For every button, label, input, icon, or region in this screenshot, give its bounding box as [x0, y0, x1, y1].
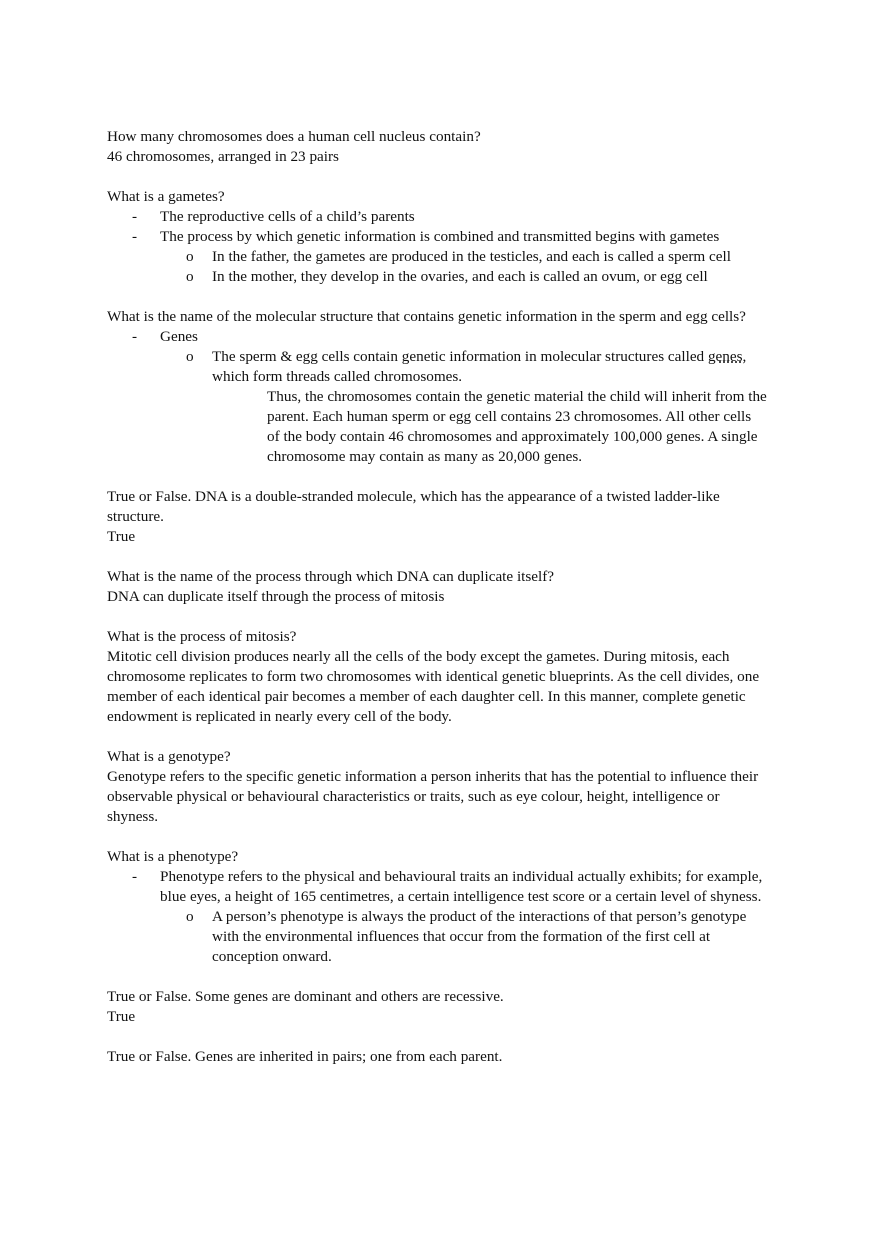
document-body: [107, 127, 767, 1067]
question-4: True or False. DNA is a double-stranded molecule, which has the appearance of a twisted ladder-like structure.: [107, 488, 720, 525]
dash-bullet: -: [132, 208, 138, 225]
answer-4: True: [107, 528, 136, 545]
question-9: True or False. Some genes are dominant and others are recessive.: [107, 988, 504, 1005]
list-item: - The reproductive cells of a child’s parents: [132, 208, 415, 225]
question-6: What is the process of mitosis?: [107, 628, 297, 645]
answer-6: Mitotic cell division produces nearly all the cells of the body except the gametes. During mitosis, each chromosome replicates to form two chromosomes with identical genetic blueprints. As the cell divides, one member of each identical pair becomes a member of each daughter cell. In this manner, complete genetic endowment is replicated in nearly every cell of the body.: [107, 648, 760, 725]
answer-1: 46 chromosomes, arranged in 23 pairs: [107, 148, 339, 165]
question-10: True or False. Genes are inherited in pairs; one from each parent.: [107, 1048, 503, 1065]
answer-5: DNA can duplicate itself through the process of mitosis: [107, 588, 445, 605]
list-item: - Genes: [132, 328, 198, 345]
question-7: What is a genotype?: [107, 748, 231, 765]
dash-bullet: -: [132, 328, 138, 345]
circle-bullet: o: [186, 908, 194, 925]
genes-term: genes: [707, 348, 743, 365]
list-item: - Phenotype refers to the physical and behavioural traits an individual actually exhibits; for example, blue eyes, a height of 165 centimetres, a certain intelligence test score or a certain level of shyness.: [132, 868, 763, 905]
sub-list-item: o A person’s phenotype is always the product of the interactions of that person’s genotype with the environmental influences that occur from the formation of the first cell at conception onward.: [186, 908, 747, 965]
question-1: How many chromosomes does a human cell nucleus contain?: [107, 128, 481, 145]
circle-bullet: o: [186, 348, 194, 365]
sub-list-item: o In the mother, they develop in the ovaries, and each is called an ovum, or egg cell: [186, 268, 708, 285]
circle-bullet: o: [186, 248, 194, 265]
sub-sub-list-item: Thus, the chromosomes contain the genetic material the child will inherit from the parent. Each human sperm or egg cell contains 23 chromosomes. All other cells of the body contain 46 chromosomes and approximately 100,000 genes. A single chromosome may contain as many as 20,000 genes.: [267, 388, 767, 465]
question-2: What is a gametes?: [107, 188, 225, 205]
circle-bullet: o: [186, 268, 194, 285]
list-item: - The process by which genetic information is combined and transmitted begins with gametes: [132, 228, 720, 245]
answer-9: True: [107, 1008, 136, 1025]
sub-list-item: o The sperm & egg cells contain genetic information in molecular structures called genes, which form threads called chromosomes.: [186, 348, 747, 385]
answer-7: Genotype refers to the specific genetic information a person inherits that has the potential to influence their observable physical or behavioural characteristics or traits, such as eye colour, height, intelligence or shyness.: [107, 768, 759, 825]
dash-bullet: -: [132, 228, 138, 245]
dash-bullet: -: [132, 868, 138, 885]
sub-list-item: o In the father, the gametes are produced in the testicles, and each is called a sperm cell: [186, 248, 731, 265]
question-3: What is the name of the molecular structure that contains genetic information in the sperm and egg cells?: [107, 308, 746, 325]
question-5: What is the name of the process through which DNA can duplicate itself?: [107, 568, 555, 585]
question-8: What is a phenotype?: [107, 848, 239, 865]
